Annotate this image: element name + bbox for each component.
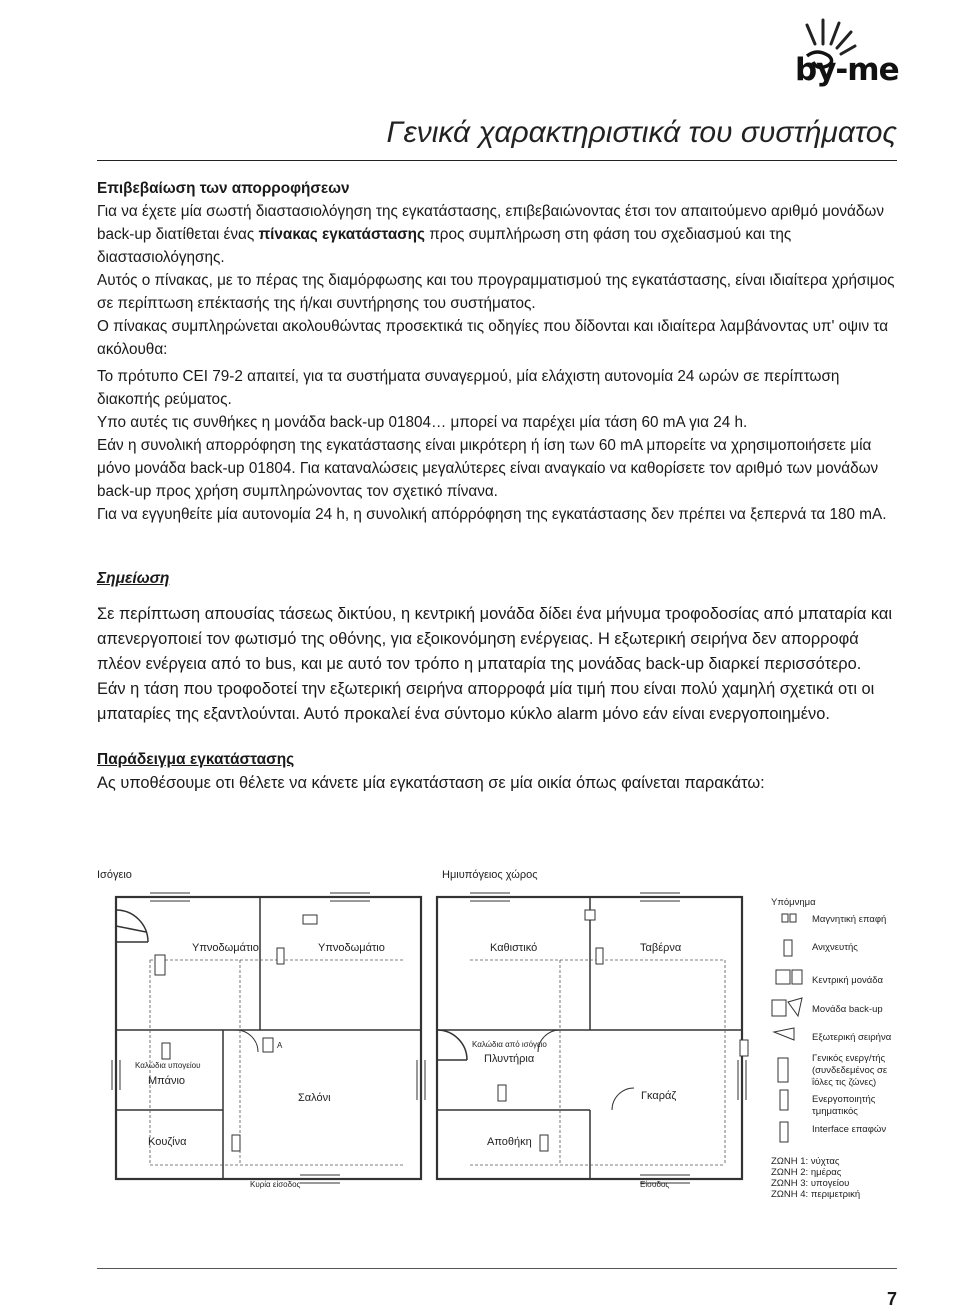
switch-device bbox=[540, 1135, 548, 1151]
zones-list bbox=[771, 1156, 860, 1200]
legend-item: Γενικός ενεργ/τής (συνδεδεμένος σε ΐόλες τις ζώνες) bbox=[812, 1053, 888, 1088]
legend-item: Μονάδα back-up bbox=[812, 1004, 883, 1015]
partial-activator-icon bbox=[780, 1090, 788, 1110]
zone-item: ΖΩΝΗ 4: περιμετρική bbox=[771, 1189, 861, 1200]
detector-icon bbox=[784, 940, 792, 956]
text-run: Για να έχετε μία σωστή διαστασιολόγηση της εγκατάστασης, επιβεβαιώνοντας έτσι τον απαιτούμενο αριθμό μονάδων back-up διατίθεται ένας bbox=[97, 203, 884, 243]
central-unit-device bbox=[263, 1038, 273, 1052]
ground-floor-label: Ισόγειο bbox=[97, 869, 132, 881]
example-heading: Παράδειγμα εγκατάστασης bbox=[97, 751, 295, 768]
text-run: προς συμπλήρωση στη φάση του σχεδιασμού και της διαστασιολόγησης. bbox=[97, 226, 792, 266]
zone-item: ΖΩΝΗ 1: νύχτας bbox=[771, 1156, 840, 1167]
zone-item: ΖΩΝΗ 2: ημέρας bbox=[771, 1167, 842, 1178]
page-number: 7 bbox=[886, 1289, 897, 1309]
general-activator-icon bbox=[778, 1058, 788, 1082]
paragraph: Ο πίνακας συμπληρώνεται ακολουθώντας προσεκτικά τις οδηγίες που δίδονται και ιδιαίτερα λαμβάνοντας υπ' οψιν τα ακόλουθα: bbox=[97, 318, 889, 358]
contact-device bbox=[155, 955, 165, 975]
paragraph: Για να εγγυηθείτε μία αυτονομία 24 h, η συνολική απόρρόφηση της εγκατάστασης δεν πρέπει να ξεπερνά τα 180 mA. bbox=[97, 506, 887, 523]
contact-interface-icon bbox=[780, 1122, 788, 1142]
magnetic-contact-icon bbox=[782, 914, 788, 922]
legend-item: Ανιχνευτής bbox=[812, 942, 858, 953]
backup-unit-icon bbox=[772, 1000, 786, 1016]
room-storage: Αποθήκη bbox=[487, 1136, 532, 1148]
switch-device bbox=[740, 1040, 748, 1056]
room-bedroom1: Υπνοδωμάτιο bbox=[192, 942, 259, 954]
paragraph: Σε περίπτωση απουσίας τάσεως δικτύου, η κεντρική μονάδα δίδει ένα μήνυμα τροφοδοσίας από μπαταρία και απενεργοποιεί τον φωτισμό της οθόνης, για εξοικονόμηση ενέργειας. Η εξωτερική σειρήνα δεν απορροφά πλέον ενέργεια από το bus, και με αυτό τον τρόπο η μπαταρία της μονάδας back-up διαρκεί περισσότερο. bbox=[97, 605, 893, 673]
detector-device bbox=[303, 915, 317, 924]
detector-device bbox=[585, 910, 595, 920]
siren-icon bbox=[774, 1028, 794, 1040]
legend-item: Εξωτερική σειρήνα bbox=[812, 1032, 892, 1043]
room-bedroom2: Υπνοδωμάτιο bbox=[318, 942, 385, 954]
room-entrance: Είσοδος bbox=[640, 1180, 670, 1189]
paragraph: Υπο αυτές τις συνθήκες η μονάδα back-up 01804… μπορεί να παρέχει μία τάση 60 mA για 24 h. bbox=[97, 414, 748, 431]
room-kitchen: Κουζίνα bbox=[148, 1136, 187, 1148]
paragraph: Εάν η συνολική απορρόφηση της εγκατάστασης είναι μικρότερη ή ίση των 60 mA μπορείτε να χρησιμοποιήσετε μία μόνο μονάδα back-up 01804. Για καταναλώσεις μεγαλύτερες είναι αναγκαίο να καθορίσετε τον αριθμό των μονάδων back-up προς χρήση συμπληρώνοντας τον σχετικό πίνανα. bbox=[97, 437, 879, 500]
room-garage: Γκαράζ bbox=[641, 1090, 677, 1102]
basement-label: Ημιυπόγειος χώρος bbox=[442, 869, 538, 881]
central-unit-icon bbox=[792, 970, 802, 984]
logo-text: by-me bbox=[795, 52, 899, 88]
legend-item: Interface επαφών bbox=[812, 1124, 887, 1135]
legend-title: Υπόμνημα bbox=[771, 897, 816, 908]
room-basement-stair: Καλώδια υπογείου bbox=[135, 1061, 201, 1070]
paragraph: Εάν η τάση που τροφοδοτεί την εξωτερική σειρήνα απορροφά μία τιμή που είναι πολύ χαμηλή σχετικά οτι οι μπαταρίες της εξαντλούνται. Αυτό προκαλεί ένα σύντομο κύκλο alarm μόνο εάν είναι ενεργοποιημένο. bbox=[97, 680, 875, 723]
central-unit-label: A bbox=[277, 1041, 283, 1050]
bold-text: πίνακας εγκατάστασης bbox=[258, 226, 425, 243]
magnetic-contact-icon bbox=[790, 914, 796, 922]
legend-icons bbox=[768, 910, 808, 1150]
room-from-ground: Καλώδια από ισόγειο bbox=[472, 1040, 547, 1049]
switch-device bbox=[162, 1043, 170, 1059]
switch-device bbox=[498, 1085, 506, 1101]
central-unit-icon bbox=[776, 970, 790, 984]
zone-item: ΖΩΝΗ 3: υπογείου bbox=[771, 1178, 850, 1189]
section-heading: Επιβεβαίωση των απορροφήσεων bbox=[97, 180, 350, 197]
legend-item: Κεντρική μονάδα bbox=[812, 975, 884, 986]
legend-item: Ενεργοποιητής τμηματικός bbox=[812, 1094, 876, 1117]
switch-device bbox=[232, 1135, 240, 1151]
room-study: Καθιστικό bbox=[490, 942, 538, 954]
footer-rule bbox=[97, 1268, 897, 1269]
backup-unit-icon bbox=[788, 998, 802, 1016]
switch-device bbox=[277, 948, 284, 964]
room-living: Σαλόνι bbox=[298, 1092, 331, 1104]
note-heading: Σημείωση bbox=[97, 570, 170, 587]
switch-device bbox=[596, 948, 603, 964]
example-text: Ας υποθέσουμε οτι θέλετε να κάνετε μία εγκατάσταση σε μία οικία όπως φαίνεται παρακάτω: bbox=[97, 774, 765, 792]
page-title: Γενικά χαρακτηριστικά του συστήματος bbox=[386, 116, 897, 149]
room-bathroom: Μπάνιο bbox=[148, 1075, 186, 1087]
paragraph: Το πρότυπο CEI 79-2 απαιτεί, για τα συστήματα συναγερμού, μία ελάχιστη αυτονομία 24 ωρών σε περίπτωση διακοπής ρεύματος. bbox=[97, 368, 840, 408]
paragraph: Αυτός ο πίνακας, με το πέρας της διαμόρφωσης και του προγραμματισμού της εγκατάστασης, είναι ιδιαίτερα χρήσιμος σε περίπτωση επέκτασής της ή/και συντήρησης του συστήματος. bbox=[97, 272, 895, 312]
room-main-entrance: Κυρία είσοδος bbox=[250, 1180, 301, 1189]
room-tavern: Ταβέρνα bbox=[640, 942, 682, 954]
legend-item: Μαγνητική επαφή bbox=[812, 914, 887, 925]
room-laundry: Πλυντήρια bbox=[484, 1053, 535, 1065]
